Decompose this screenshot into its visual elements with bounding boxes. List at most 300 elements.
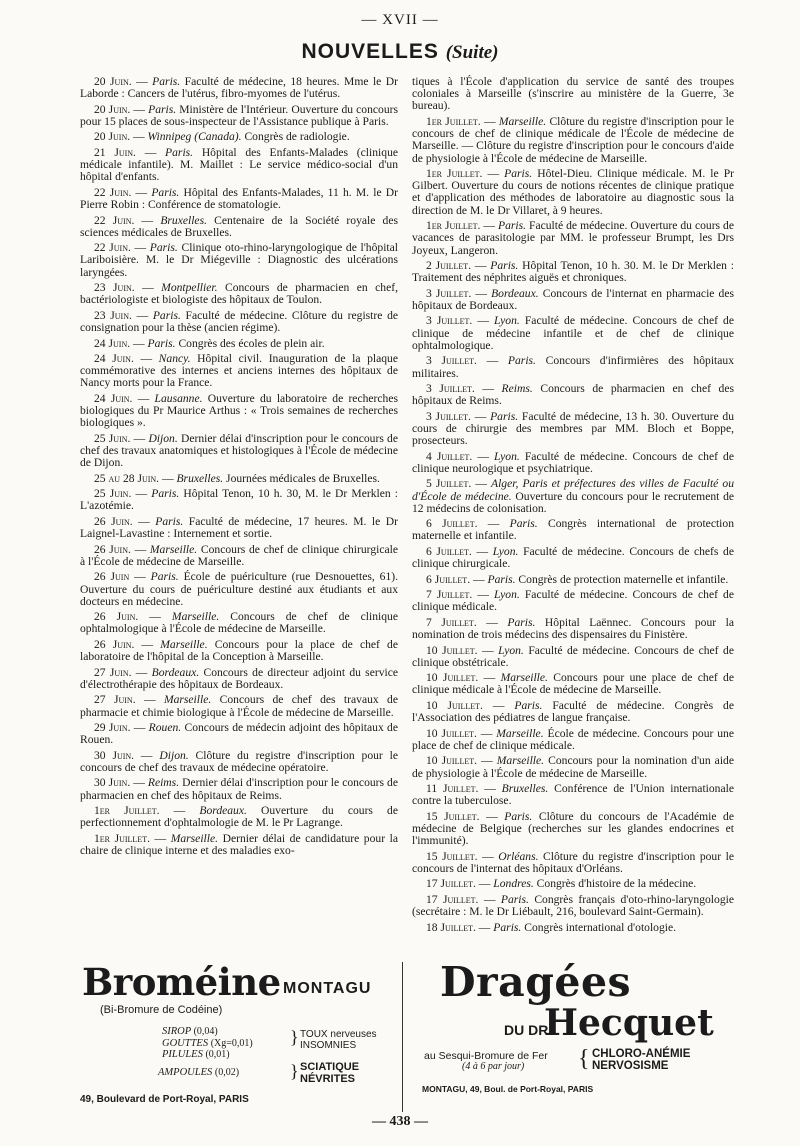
news-entry-place: Marseille. [171, 610, 220, 624]
news-entry-separator: — [135, 693, 164, 707]
section-title-suite: (Suite) [445, 42, 499, 63]
news-entry-date: 26 Juin. [94, 637, 135, 651]
news-entry [80, 242, 398, 279]
news-entry [80, 805, 398, 829]
news-entry-place: Paris. [504, 809, 533, 823]
news-entry [80, 147, 398, 184]
news-entry-date: 15 Juillet. [426, 849, 478, 863]
news-entry-text: Faculté de médecine, 17 heures. M. le Dr Laignel-Lavastine : Internement et sortie. [80, 514, 398, 541]
news-entry-date: 1er Juillet. [426, 114, 481, 128]
news-entry [412, 260, 734, 284]
news-entry-text: Centenaire de la Société royale des sciences médicales de Bruxelles. [80, 213, 399, 239]
news-entry-date: 6 Juillet. [426, 572, 471, 586]
news-entry [412, 672, 734, 696]
news-entry-place: Paris. [149, 241, 178, 255]
news-entry-separator: — [482, 698, 515, 712]
news-entry-place: Bordeaux. [199, 804, 247, 818]
page-number-bottom: — 438 — [372, 1114, 428, 1129]
news-entry-place: Marseille. [496, 754, 545, 768]
news-entry-date: 7 Juillet. [426, 615, 477, 629]
ad-bromeine-indication: SCIATIQUE [300, 1061, 360, 1073]
news-entry-separator: — [134, 637, 161, 651]
news-entry-text: Concours de pharmacien en chef des hôpitaux de Reims. [412, 382, 735, 408]
news-entry-separator: — [131, 75, 153, 88]
news-entry-date: 1er Juillet. [94, 804, 160, 818]
news-entry-separator: — [133, 352, 159, 366]
news-entry-separator: — [130, 130, 148, 144]
news-entry-date: 3 Juillet. [426, 409, 471, 423]
news-entry-text: Congrès des écoles de plein air. [175, 336, 325, 350]
news-entry-text: Hôpital des Enfants-Malades (clinique médicale infantile). M. Maillet : Le service médico-social d'un hôpital d'enfants. [80, 145, 399, 184]
news-entry-place: Alger, Paris et préfectures des villes de Faculté ou d'École de médecine. [412, 477, 734, 503]
news-entry-place: Paris. [507, 354, 536, 368]
news-entry-date: 2 Juillet. [426, 259, 472, 273]
news-entry [80, 488, 398, 512]
news-entry [80, 544, 398, 568]
news-entry-place: Marseille. [163, 693, 212, 707]
page-number-top: — XVII — [361, 12, 439, 28]
news-entry-date: 21 Juin. [94, 145, 136, 159]
news-entry-date: 23 Juin. [94, 308, 132, 322]
news-entry-separator: — [471, 544, 493, 558]
news-entry [80, 722, 398, 746]
ad-dragees-dose: (4 à 6 par jour) [462, 1061, 525, 1072]
news-entry-date: 23 Juin. [94, 281, 135, 295]
news-entry-date: 30 Juin. [94, 776, 131, 790]
news-entry-place: Reims. [501, 382, 533, 396]
news-entry-place: Bordeaux. [491, 286, 539, 300]
news-entry-place: Paris. [147, 336, 176, 350]
news-entry-place: Lyon. [498, 643, 524, 657]
ad-dragees-name: Hecquet [544, 1002, 714, 1044]
form-dose: (0,02) [214, 1066, 240, 1078]
news-entry-text: Faculté de médecine. Concours de chef de clinique obstétricale. [412, 643, 734, 669]
form-name: GOUTTES [162, 1037, 209, 1049]
news-entry-separator: — [134, 281, 162, 295]
news-entry-separator: — [475, 920, 494, 934]
brace-icon: { [578, 1046, 590, 1072]
news-entry [412, 383, 734, 407]
news-entry-date: 10 Juillet. [426, 726, 477, 740]
news-entry-text: Conférence de l'Union internationale contre la tuberculose. [412, 782, 734, 808]
ad-bromeine-forms [158, 1026, 253, 1078]
news-entry-separator: — [135, 145, 166, 159]
news-entry [412, 288, 734, 312]
news-entry-date: 20 Juin. [94, 102, 131, 116]
news-entry-separator: — [480, 219, 498, 233]
news-entry-date: 4 Juillet. [426, 449, 473, 463]
news-entry-separator: — [478, 671, 501, 685]
news-entry-place: Paris. [500, 892, 529, 906]
ad-bromeine-brand: Broméine [82, 960, 281, 1004]
ad-dragees-indication: CHLORO-ANÉMIE [592, 1048, 691, 1060]
news-entry-date: 7 Juillet. [426, 588, 473, 602]
news-entry-date: 20 Juin. [94, 130, 131, 144]
news-entry-text: Dernier délai de candidature pour la chaire de clinique interne et des maladies exo- [80, 831, 398, 858]
news-entry-date: 24 Juin. [94, 352, 134, 366]
news-entry [80, 131, 398, 143]
news-entry-text: Ouverture du cours de perfectionnement d'ophtalmologie de M. le Pr Lagrange. [80, 804, 398, 830]
news-entry-place: Paris. [165, 145, 194, 159]
news-entry-date: 25 Juin. [94, 431, 131, 445]
news-entry-separator: — [130, 102, 149, 116]
news-entry-text: Congrès international de protection maternelle et infantile. [412, 517, 734, 543]
news-entry-place: Marseille. [496, 726, 544, 740]
brace-icon: } [290, 1061, 299, 1081]
news-entry [412, 546, 734, 570]
news-entry-date: 6 Juillet. [426, 517, 478, 531]
news-entry-text: Concours de directeur adjoint du service d'électrothérapie des hôpitaux de Bordeaux. [80, 665, 399, 691]
news-entry-date: 22 Juin. [94, 185, 132, 199]
news-entry [80, 777, 398, 801]
news-entry [80, 516, 398, 540]
news-entry [412, 116, 734, 165]
news-entry-date: 10 Juillet. [426, 643, 478, 657]
news-entry-text: Faculté de médecine. Concours de chef de clinique neurologique et psychiatrique. [412, 449, 734, 475]
news-entry-text: Concours de médecin adjoint des hôpitaux de Rouen. [80, 721, 398, 747]
news-entry-text: Concours de l'internat en pharmacie des hôpitaux de Bordeaux. [412, 286, 734, 312]
news-entry-date: 30 Juin. [94, 748, 135, 762]
news-entry [80, 611, 398, 635]
news-entry-separator: — [479, 809, 505, 823]
news-entry-date: 3 Juillet. [426, 382, 475, 396]
news-entry-separator: — [470, 409, 491, 423]
news-entry-date: 17 Juillet. [426, 892, 479, 906]
news-entry-text: Concours d'infirmières des hôpitaux militaires. [412, 354, 734, 380]
news-entry-date: 22 Juin. [94, 241, 131, 255]
news-entry [412, 922, 734, 934]
news-entry-date: 25 au 28 Juin. [94, 471, 160, 485]
news-entry-place: Lyon. [494, 588, 520, 602]
news-entry-date: 22 Juin. [94, 213, 135, 227]
news-entry [412, 76, 734, 113]
news-entry-date: 24 Juin. [94, 391, 133, 405]
news-entry-text: Hôpital Tenon, 10 h. 30, M. le Dr Merklen : L'azotémie. [80, 487, 399, 513]
ad-dragees-du: DU DR. [504, 1022, 553, 1038]
news-entry-separator: — [131, 665, 152, 679]
news-entry-date: 1er Juillet. [426, 167, 483, 181]
news-entry-text: Clôture du registre d'inscription pour le concours de l'internat des hôpitaux d'Orléans. [412, 849, 734, 875]
news-entry-text: Faculté de médecine. Concours de chefs de clinique chirurgicale. [412, 544, 734, 571]
news-entry-text: École de médecine. Concours pour une place de chef de clinique médicale. [412, 726, 734, 752]
news-entry [80, 473, 398, 485]
news-entry-place: Lyon. [494, 449, 520, 463]
news-entry-date: 10 Juillet. [426, 698, 483, 712]
news-entry [412, 755, 734, 779]
news-entry-separator: — [130, 241, 150, 255]
news-entry-date: 26 Juin. [94, 514, 133, 528]
news-entry [412, 355, 734, 379]
news-entry-date: 3 Juillet. [426, 354, 477, 368]
news-entry-text: Hôpital des Enfants-Malades, 11 h. M. le Dr Pierre Robin : Conférence de stomatologie. [80, 185, 398, 212]
news-entry-separator: — [134, 213, 161, 227]
news-entry-text: Clôture du concours de l'Académie de médecine de Belgique (recherches sur les glandes endocrines et l'immunité). [412, 809, 734, 848]
news-entry-separator: — [130, 336, 148, 350]
news-entry-text: Hôtel-Dieu. Clinique médicale. M. le Pr Gilbert. Ouverture du cours de notions récentes de clinique pratique et d'application des méthodes de laboratoire au diagnostic sous la direction de M. le Dr Villaret, à 9 heures. [412, 167, 735, 217]
news-entry [80, 393, 398, 430]
news-entry-text: Ouverture du concours pour le recrutement de 12 médecins de colonisation. [412, 489, 735, 515]
news-entry-separator: — [476, 615, 508, 629]
news-entry-place: Londres. [493, 877, 534, 891]
news-entry-text: Clôture du registre d'inscription pour le concours de chef des travaux de médecine opératoire. [80, 748, 399, 774]
news-entry-text: Faculté de médecine, 18 heures. Mme le Dr Laborde : Cancers de l'utérus, fibro-myomes de l'utérus. [80, 75, 398, 101]
news-entry-place: Bruxelles. [160, 213, 207, 227]
news-entry [80, 833, 398, 857]
news-entry-place: Lyon. [494, 314, 520, 328]
news-entry [412, 878, 734, 890]
news-entry-date: 25 Juin. [94, 487, 132, 501]
news-entry-place: Marseille. [149, 542, 198, 556]
ad-bromeine-brand-suffix: MONTAGU [283, 980, 372, 997]
news-entry-place: Paris. [498, 219, 527, 233]
news-entry-separator: — [130, 542, 150, 556]
news-entry [80, 639, 398, 663]
news-entry-separator: — [130, 431, 149, 445]
news-entry-separator: — [131, 487, 152, 501]
news-entry-text: Concours de chef des travaux de pharmacie et chimie biologique à l'École de médecine de Marseille. [80, 693, 398, 719]
news-entry [412, 478, 734, 515]
news-entry-text: Concours de chef de clinique chirurgicale à l'École de médecine de Marseille. [80, 542, 399, 568]
news-entry-text: Ouverture du laboratoire de recherches biologiques du Pr Maurice Arthus : « Trois semaines de recherches biologiques ». [80, 391, 399, 430]
news-entry-place: Marseille. [170, 831, 219, 845]
ad-bromeine-address: 49, Boulevard de Port-Royal, PARIS [80, 1094, 249, 1105]
news-entry-place: Paris. [152, 75, 181, 88]
news-entry-text: Hôpital Tenon, 10 h. 30. M. le Dr Merklen : Traitement des néphrites aiguës et chroniques. [412, 259, 734, 285]
news-entry-text: Dernier délai d'inscription pour le concours de pharmacien en chef des hôpitaux de Reims. [80, 776, 398, 802]
news-entry-place: Paris. [490, 259, 519, 273]
news-entry [412, 574, 734, 586]
news-entry-separator: — [482, 167, 505, 181]
ad-bromeine-indication: INSOMNIES [300, 1040, 357, 1051]
news-entry-place: Orléans. [498, 849, 539, 863]
news-entry-place: Marseille. [160, 637, 208, 651]
news-entry-text: Congrès de radiologie. [241, 130, 350, 144]
section-title-text: NOUVELLES [301, 40, 439, 63]
news-entry-separator: — [476, 354, 508, 368]
news-entry [412, 700, 734, 724]
news-entry-text: Concours pour une place de chef de clinique médicale à l'École de médecine de Marseille. [412, 671, 734, 697]
news-entry-place: Montpellier. [161, 281, 218, 295]
news-entry [80, 310, 398, 334]
news-entry-text: Congrès d'histoire de la médecine. [533, 877, 697, 891]
news-entry-text: Dernier délai d'inscription pour le concours de chef des travaux anatomiques et histologiques à l'École de médecine de Dijon. [80, 431, 398, 470]
ad-dragees-indication: NERVOSISME [592, 1060, 669, 1072]
news-entry-place: Marseille. [498, 114, 547, 128]
news-entry-text: Hôpital Laënnec. Concours pour la nomination de trois médecins des dispensaires du Finistère. [412, 615, 734, 642]
news-entry-place: Lausanne. [154, 391, 203, 405]
news-entry-separator: — [159, 804, 200, 818]
news-entry-separator: — [478, 892, 501, 906]
news-entry-text: Ministère de l'Intérieur. Ouverture du concours pour 15 places de sous-inspecteur de l'Assistance publique à Paris. [80, 102, 398, 128]
news-entry-place: Paris. [493, 920, 522, 934]
ad-dragees-address: MONTAGU, 49, Boul. de Port-Royal, PARIS [422, 1084, 594, 1094]
news-entry-place: Nancy. [158, 352, 191, 366]
news-entry [80, 76, 398, 100]
news-entry-separator: — [477, 643, 499, 657]
news-entry-place: Bruxelles. [501, 782, 549, 796]
news-entry-text: Faculté de médecine. Congrès de l'Association des pédiatres de langue française. [412, 698, 734, 725]
news-entry-separator: — [471, 286, 492, 300]
news-entry-date: 29 Juin. [94, 721, 131, 735]
ad-bromeine-description: (Bi-Bromure de Codéine) [100, 1004, 223, 1016]
news-entry-text: Congrès français d'oto-rhino-laryngologie (secrétaire : M. le Dr Liébault, 216, boulevard Saint-Germain). [412, 892, 734, 919]
ad-bromeine [78, 958, 398, 1108]
news-entry-separator: — [132, 391, 155, 405]
news-entry-separator: — [472, 588, 495, 602]
news-entry [80, 282, 398, 306]
ad-dragees-brand: Dragées [440, 958, 632, 1006]
news-entry-separator: — [480, 114, 499, 128]
news-entry-separator: — [130, 776, 148, 790]
news-entry-text: Concours de chef de clinique ophtalmologique à l'École de médecine de Marseille. [80, 610, 398, 636]
news-entry-text: Congrès de protection maternelle et infantile. [515, 572, 729, 586]
news-entry-separator: — [475, 877, 494, 891]
news-entry-separator: — [131, 308, 153, 322]
news-entry-date: 26 Juin. [94, 610, 139, 624]
news-entry-place: Lyon. [492, 544, 519, 558]
news-entry-text: Faculté de médecine, 13 h. 30. Ouverture du cours de chirurgie des membres par MM. Bloch et Boppe, prosecteurs. [412, 409, 734, 448]
news-entry-date: 27 Juin. [94, 665, 132, 679]
news-entry-separator: — [134, 748, 160, 762]
news-entry-place: Paris. [151, 185, 180, 199]
news-entry-text: École de puériculture (rue Desnouettes, 61). Ouverture du cours de puériculture destiné aux étudiants et aux docteurs en médecine. [80, 570, 398, 608]
ad-bromeine-indication: TOUX nerveuses [300, 1029, 377, 1040]
news-entry-place: Paris. [514, 698, 543, 712]
right-column [412, 76, 734, 937]
news-entry-place: Paris. [152, 308, 181, 322]
news-entry-text: Journées médicales de Bruxelles. [223, 471, 380, 485]
form-name: SIROP [162, 1026, 191, 1037]
news-entry [412, 645, 734, 669]
news-entry-place: Paris. [150, 570, 179, 584]
news-entry [412, 315, 734, 352]
ad-divider [402, 962, 403, 1112]
news-entry-text: Concours pour la nomination d'un aide de physiologie à l'École de médecine de Marseille. [412, 754, 734, 780]
news-entry-text: Congrès international d'otologie. [521, 920, 677, 934]
news-entry-separator: — [477, 517, 510, 531]
news-entry-separator: — [471, 477, 491, 491]
news-entry-place: Rouen. [148, 721, 182, 735]
news-entry-separator: — [472, 449, 495, 463]
news-entry-date: 10 Juillet. [426, 754, 478, 768]
news-entry-date: 6 Juillet. [426, 544, 472, 558]
news-entry-date: 15 Juillet. [426, 809, 480, 823]
news-entry-place: Marseille. [500, 671, 548, 685]
news-entry-place: Bordeaux. [151, 665, 200, 679]
news-entry-date: 10 Juillet. [426, 671, 479, 685]
news-entry-place: Paris. [487, 572, 516, 586]
news-entry-separator: — [129, 570, 151, 584]
news-entry-separator: — [471, 259, 491, 273]
news-entry [412, 451, 734, 475]
news-entry-place: Paris. [151, 487, 180, 501]
news-entry-text: tiques à l'École d'application du service de santé des troupes coloniales à Marseille (s'inscrire au ministère de la Guerre, 3e bureau). [412, 75, 734, 113]
news-entry-date: 3 Juillet. [426, 314, 473, 328]
news-entry-separator: — [149, 831, 171, 845]
news-entry-separator: — [472, 314, 495, 328]
news-entry-date: 5 Juillet. [426, 477, 472, 491]
news-entry-separator: — [478, 782, 502, 796]
news-entry [80, 667, 398, 691]
news-entry-date: 20 Juin. [94, 75, 132, 88]
news-entry-place: Winnipeg (Canada). [147, 130, 242, 144]
left-column [80, 76, 398, 861]
news-entry-separator: — [477, 849, 499, 863]
news-entry-place: Paris. [148, 102, 177, 116]
ad-bromeine-indication: NÉVRITES [300, 1073, 356, 1085]
news-entry-place: Dijon. [148, 431, 178, 445]
news-entry-place: Paris. [490, 409, 519, 423]
news-entry [80, 215, 398, 239]
news-entry-date: 26 Juin [94, 570, 130, 584]
form-dose: (0,01) [205, 1049, 230, 1060]
news-entry [80, 353, 398, 390]
news-entry [412, 783, 734, 807]
news-entry [80, 338, 398, 350]
news-entry-date: 11 Juillet. [426, 782, 479, 796]
news-entry [412, 518, 734, 542]
news-entry-place: Bruxelles. [176, 471, 224, 485]
news-entry-separator: — [476, 726, 497, 740]
news-entry [412, 617, 734, 641]
news-entry-place: Reims. [147, 776, 180, 790]
news-entry-date: 27 Juin. [94, 693, 136, 707]
news-entry-separator: — [477, 754, 497, 768]
news-entry-separator: — [138, 610, 172, 624]
news-entry-text: Faculté de médecine. Concours de chef de clinique de médecine infantile et de chef de clinique ophtalmologique. [412, 314, 734, 352]
news-entry [412, 811, 734, 848]
news-entry-separator: — [474, 382, 502, 396]
news-entry-date: 1er Juillet. [426, 219, 481, 233]
news-entry [80, 750, 398, 774]
news-entry-text: Faculté de médecine. Ouverture du cours de vacances de parasitologie par MM. le professeur Brumpt, les Drs Joyeux, Langeron. [412, 219, 734, 257]
form-dose: (Xg=0,01) [210, 1037, 253, 1049]
news-entry [80, 187, 398, 211]
news-entry [80, 433, 398, 470]
news-entry-text: Faculté de médecine. Concours de chef de clinique médicale. [412, 588, 734, 614]
ad-dragees-description: au Sesqui-Bromure de Fer [424, 1050, 548, 1062]
form-name: PILULES [162, 1049, 203, 1060]
news-entry-separator: — [130, 721, 149, 735]
news-entry-date: 24 Juin. [94, 336, 131, 350]
news-entry [412, 589, 734, 613]
section-title [0, 40, 800, 64]
news-entry-date: 26 Juin. [94, 542, 131, 556]
news-entry-date: 18 Juillet. [426, 920, 476, 934]
news-entry-text: Clôture du registre d'inscription pour le concours de chef de clinique médicale de l'École de médecine de Marseille. — Clôture du registre d'inscription pour le concours d'aide de physiologie à l'École de médecine de Marseille. [412, 114, 734, 165]
news-entry-text: Concours pour la place de chef de laboratoire de l'hôpital de la Conception à Marseille. [80, 637, 398, 664]
brace-icon: } [290, 1027, 299, 1047]
news-entry [412, 168, 734, 217]
news-entry [412, 411, 734, 448]
news-entry [412, 894, 734, 918]
news-entry-place: Paris. [155, 514, 184, 528]
form-name: AMPOULES [158, 1066, 213, 1078]
ad-dragees-hecquet [414, 958, 736, 1108]
news-entry-text: Faculté de médecine. Clôture du registre de consignation pour la thèse (ancien régime). [80, 308, 399, 335]
news-entry-date: 1er Juillet. [94, 831, 150, 845]
news-entry-place: Paris. [504, 167, 533, 181]
form-dose: (0,04) [193, 1026, 218, 1037]
advertisements [78, 958, 736, 1108]
news-entry-place: Paris. [507, 615, 536, 629]
news-entry-separator: — [470, 572, 488, 586]
news-entry-place: Paris. [509, 517, 538, 531]
news-entry [412, 220, 734, 257]
news-entry-separator: — [132, 514, 156, 528]
news-entry-date: 17 Juillet. [426, 877, 476, 891]
news-entry-place: Dijon. [159, 748, 189, 762]
